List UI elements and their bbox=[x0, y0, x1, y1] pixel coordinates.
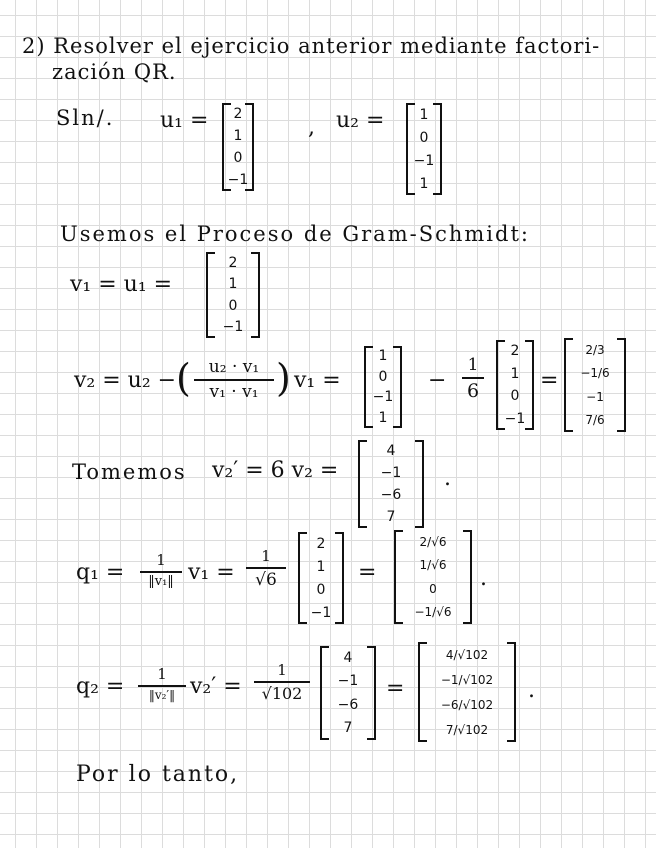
vector-entry: 1 bbox=[316, 558, 326, 575]
vector-entry: −1 bbox=[337, 673, 359, 690]
fraction-denominator: 6 bbox=[466, 379, 480, 402]
vector-entry: 0 bbox=[429, 581, 437, 596]
vector-entry: −1/√6 bbox=[414, 605, 452, 620]
q2-result-vector bbox=[418, 642, 516, 742]
scaled-v2-equation: v₂′ = 6 v₂ = bbox=[212, 458, 339, 483]
period: . bbox=[480, 566, 487, 591]
vector-entry: −1 bbox=[310, 604, 332, 621]
vector-entry: 0 bbox=[233, 150, 243, 166]
v2-result-vector bbox=[564, 338, 626, 432]
vector-entry: −1 bbox=[413, 152, 435, 169]
scaled-v2-vector bbox=[358, 440, 424, 528]
inverse-norm-fraction bbox=[138, 666, 186, 702]
inverse-norm-fraction bbox=[140, 552, 182, 589]
vector-entry: −1 bbox=[372, 389, 394, 406]
exercise-heading-line1: 2) Resolver el ejercicio anterior mediante factori- bbox=[22, 34, 601, 58]
vector-entry: 7 bbox=[386, 509, 396, 525]
vector-entry: 2 bbox=[228, 254, 238, 271]
vector-entry: −1/√102 bbox=[440, 672, 494, 687]
fraction-denominator: √102 bbox=[261, 683, 303, 703]
vector-entry: 1 bbox=[228, 276, 238, 293]
coefficient-fraction bbox=[462, 356, 484, 402]
projection-fraction bbox=[194, 358, 274, 401]
period: . bbox=[528, 678, 535, 703]
u2-vector bbox=[406, 103, 442, 195]
vector-entry: 1 bbox=[419, 106, 429, 123]
v2-equation-lhs: v₂ = u₂ − bbox=[74, 368, 177, 393]
separator-comma: , bbox=[308, 115, 315, 140]
q2-mid: v₂′ = bbox=[190, 674, 242, 699]
fraction-bar bbox=[254, 681, 310, 683]
fraction-bar bbox=[462, 377, 484, 379]
fraction-denominator: v₁ · v₁ bbox=[209, 381, 259, 402]
vector-entry: 2/√6 bbox=[419, 534, 447, 549]
vector-entry: 4 bbox=[386, 443, 396, 459]
fraction-denominator: √6 bbox=[255, 569, 277, 590]
take-label: Tomemos bbox=[72, 460, 187, 484]
paren-open: ( bbox=[176, 356, 191, 400]
vector-entry: −1 bbox=[227, 172, 249, 188]
vector-entry: 2 bbox=[510, 343, 520, 360]
vector-entry: 4 bbox=[343, 649, 353, 666]
equals-sign: = bbox=[386, 676, 405, 701]
vector-entry: −6 bbox=[337, 696, 359, 713]
equals-sign: = bbox=[358, 560, 377, 585]
u2-vector-copy bbox=[364, 346, 402, 428]
vector-entry: −6/√102 bbox=[440, 697, 494, 712]
vector-entry: 0 bbox=[378, 368, 388, 385]
conclusion-text: Por lo tanto, bbox=[76, 762, 240, 787]
q1-source-vector bbox=[298, 532, 344, 624]
fraction-numerator: 1 bbox=[157, 665, 167, 683]
fraction-denominator: ‖v₂′‖ bbox=[148, 687, 176, 702]
solution-label: Sln/. bbox=[56, 106, 115, 130]
v1-vector bbox=[206, 252, 260, 338]
vector-entry: −1 bbox=[586, 389, 604, 404]
gram-schmidt-intro: Usemos el Proceso de Gram-Schmidt: bbox=[60, 222, 530, 246]
vector-entry: 2/3 bbox=[585, 342, 605, 357]
vector-entry: 7/6 bbox=[585, 413, 605, 428]
vector-entry: −1/6 bbox=[580, 366, 610, 381]
fraction-bar bbox=[194, 379, 274, 381]
u1-vector bbox=[222, 103, 254, 191]
fraction-bar bbox=[138, 685, 186, 687]
vector-entry: 1 bbox=[378, 409, 388, 426]
v2-multiplier: v₁ = bbox=[294, 368, 341, 393]
vector-entry: −6 bbox=[380, 487, 402, 503]
vector-entry: 1 bbox=[510, 365, 520, 382]
paren-close: ) bbox=[276, 356, 291, 400]
u1-label: u₁ = bbox=[160, 108, 209, 133]
fraction-bar bbox=[246, 567, 286, 569]
fraction-numerator: 1 bbox=[261, 547, 271, 565]
vector-entry: 0 bbox=[510, 388, 520, 405]
vector-entry: 1/√6 bbox=[419, 558, 447, 573]
vector-entry: 2 bbox=[316, 535, 326, 552]
vector-entry: −1 bbox=[380, 465, 402, 481]
vector-entry: 1 bbox=[378, 348, 388, 365]
fraction-denominator: ‖v₁‖ bbox=[148, 573, 174, 589]
q1-equation-lhs: q₁ = bbox=[76, 560, 125, 585]
equals-sign: = bbox=[540, 368, 559, 393]
q1-mid: v₁ = bbox=[188, 560, 235, 585]
v1-vector-copy bbox=[496, 340, 534, 430]
vector-entry: 1 bbox=[419, 175, 429, 192]
fraction-numerator: 1 bbox=[277, 661, 287, 679]
q2-coefficient bbox=[254, 662, 310, 702]
exercise-heading-line2: zación QR. bbox=[52, 60, 177, 84]
period: . bbox=[444, 466, 451, 491]
v1-equation: v₁ = u₁ = bbox=[70, 272, 173, 297]
q2-equation-lhs: q₂ = bbox=[76, 674, 125, 699]
vector-entry: 1 bbox=[233, 128, 243, 144]
fraction-numerator: u₂ · v₁ bbox=[208, 357, 260, 377]
fraction-numerator: 1 bbox=[467, 355, 479, 375]
fraction-numerator: 1 bbox=[156, 551, 166, 569]
vector-entry: 0 bbox=[228, 297, 238, 314]
u2-label: u₂ = bbox=[336, 108, 385, 133]
q1-result-vector bbox=[394, 530, 472, 624]
vector-entry: 7/√102 bbox=[445, 722, 489, 737]
vector-entry: 0 bbox=[419, 129, 429, 146]
vector-entry: 0 bbox=[316, 581, 326, 598]
vector-entry: −1 bbox=[222, 319, 244, 336]
vector-entry: 4/√102 bbox=[445, 647, 489, 662]
fraction-bar bbox=[140, 571, 182, 573]
vector-entry: −1 bbox=[504, 410, 526, 427]
minus-sign: − bbox=[428, 368, 447, 393]
q1-coefficient bbox=[246, 548, 286, 589]
vector-entry: 7 bbox=[343, 720, 353, 737]
vector-entry: 2 bbox=[233, 106, 243, 122]
q2-source-vector bbox=[320, 646, 376, 740]
